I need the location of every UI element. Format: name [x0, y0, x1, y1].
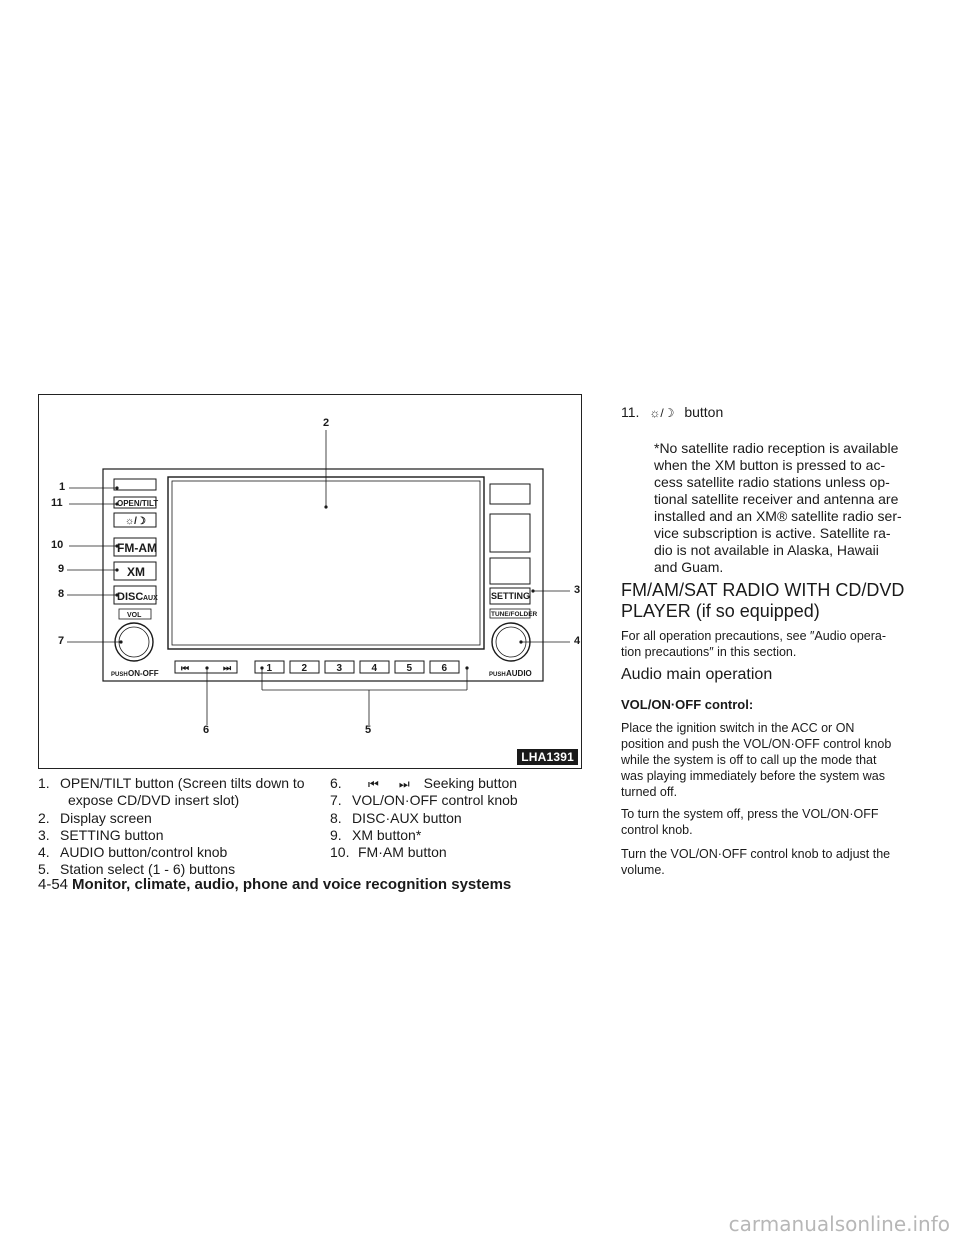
paragraph-2: To turn the system off, press the VOL/ON·OFF control knob.	[621, 807, 879, 837]
callout-9: 9	[58, 563, 65, 575]
callout-10: 10	[51, 539, 64, 551]
callout-8: 8	[58, 588, 65, 600]
preset-label-6: 6	[441, 663, 448, 674]
svg-text:VOL: VOL	[127, 612, 142, 619]
sub-heading: Audio main operation	[621, 666, 773, 683]
satellite-note: *No satellite radio reception is available when the XM button is pressed to ac- cess satellite radio stations unless op- tional satellite receiver and antenna are installed and an XM® satellite radio ser- vice subscription is active. Satellite ra- dio is not available in Alaska, Hawaii and Guam.	[654, 440, 902, 575]
callout-3: 3	[574, 584, 581, 596]
caption-item-6: 6. ⏮ ⏭ Seeking button	[330, 775, 518, 791]
callout-6: 6	[203, 724, 210, 736]
caption-item-4: 4. AUDIO button/control knob	[38, 844, 228, 860]
svg-text:PUSH: PUSH	[111, 672, 128, 678]
paragraph-1: Place the ignition switch in the ACC or ON position and push the VOL/ON·OFF control knob while the system is off to call up the mode that was playing immediately before the system was turned off.	[621, 721, 892, 799]
svg-text:⏭: ⏭	[223, 663, 232, 673]
svg-text:TUNE/FOLDER: TUNE/FOLDER	[491, 611, 538, 618]
preset-label-2: 2	[301, 663, 308, 674]
callout-5: 5	[365, 724, 372, 736]
page-number: 4-54	[38, 876, 69, 893]
caption-item-1-cont: expose CD/DVD insert slot)	[68, 792, 240, 808]
paragraph-3: Turn the VOL/ON·OFF control knob to adjust the volume.	[621, 847, 891, 877]
watermark: carmanualsonline.info	[728, 1212, 950, 1236]
svg-text:PUSH: PUSH	[489, 672, 506, 678]
head-unit-figure	[38, 394, 582, 769]
svg-text:AUDIO: AUDIO	[506, 669, 532, 678]
caption-item-10: 10. FM·AM button	[330, 844, 447, 860]
callout-11: 11	[51, 497, 63, 509]
caption-item-1: 1. OPEN/TILT button (Screen tilts down to	[38, 775, 305, 791]
svg-text:FM-AM: FM-AM	[117, 541, 157, 555]
preset-label-3: 3	[336, 663, 343, 674]
callout-7: 7	[58, 635, 65, 647]
caption-item-7: 7. VOL/ON·OFF control knob	[330, 792, 518, 808]
precaution-text: For all operation precautions, see ″Audio opera- tion precautions″ in this section.	[621, 629, 886, 659]
chapter-title: Monitor, climate, audio, phone and voice recognition systems	[72, 876, 512, 893]
caption-item-11: 11. ☼/☽ button	[621, 404, 724, 420]
brightness-toggle-icon: ☼/☽	[649, 406, 675, 420]
svg-text:☼/☽: ☼/☽	[125, 516, 146, 527]
caption-item-8: 8. DISC·AUX button	[330, 810, 462, 826]
callout-4: 4	[574, 635, 581, 647]
section-heading: FM/AM/SAT RADIO WITH CD/DVD PLAYER (if so equipped)	[621, 580, 905, 621]
page-footer	[38, 876, 511, 893]
svg-text:DISC: DISC	[117, 591, 144, 603]
svg-text:SETTING: SETTING	[491, 591, 531, 601]
svg-text:⏮: ⏮	[181, 663, 190, 673]
callout-1: 1	[59, 481, 66, 493]
seek-back-icon: ⏮	[368, 777, 379, 791]
caption-item-5: 5. Station select (1 - 6) buttons	[38, 861, 236, 877]
preset-label-1: 1	[266, 663, 273, 674]
callout-2: 2	[323, 417, 330, 429]
svg-text:OPEN/TILT: OPEN/TILT	[117, 499, 159, 508]
svg-text:ON-OFF: ON-OFF	[128, 669, 159, 678]
caption-item-9: 9. XM button*	[330, 827, 422, 843]
seek-forward-icon: ⏭	[398, 777, 410, 791]
preset-label-4: 4	[371, 663, 378, 674]
svg-text:XM: XM	[127, 565, 145, 579]
vol-control-heading: VOL/ON·OFF control:	[621, 697, 754, 712]
caption-item-2: 2. Display screen	[38, 810, 152, 826]
svg-text:AUX: AUX	[143, 595, 158, 602]
caption-item-3: 3. SETTING button	[38, 827, 164, 843]
figure-id-tag: LHA1391	[517, 749, 578, 765]
head-unit-illustration	[39, 395, 583, 770]
preset-label-5: 5	[406, 663, 413, 674]
